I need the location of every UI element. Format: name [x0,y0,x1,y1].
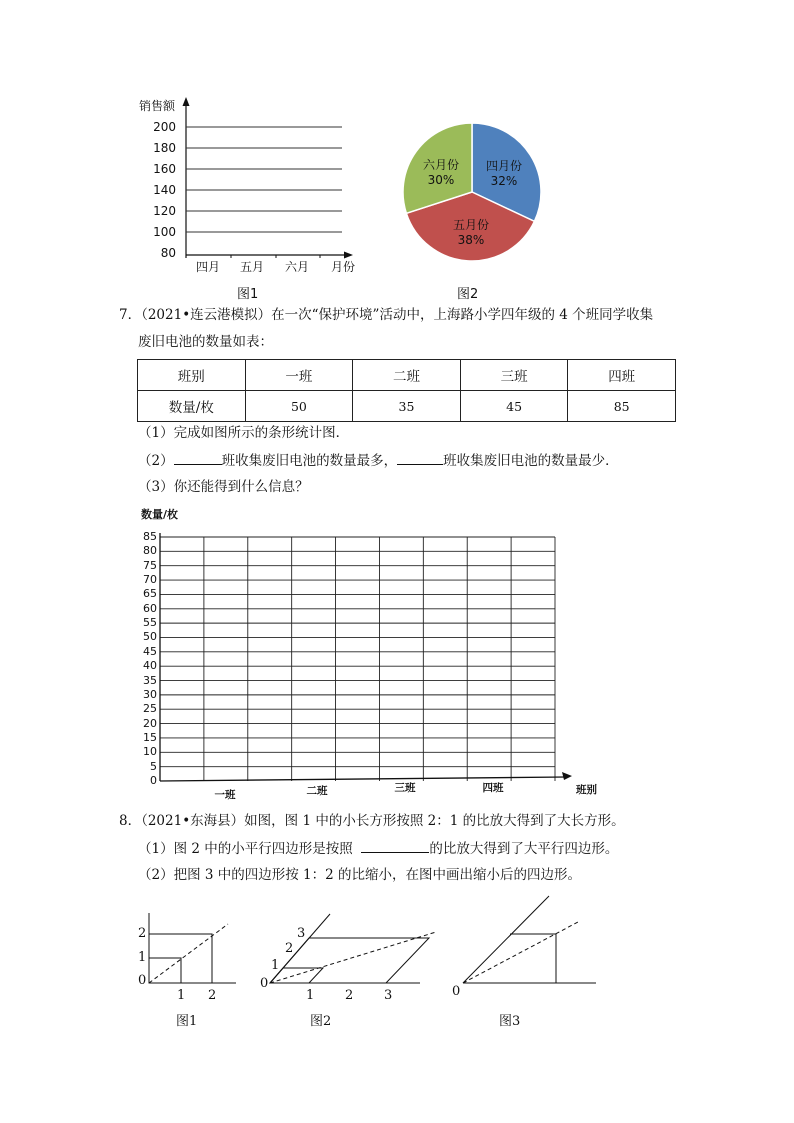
table-cell: 四班 [568,360,676,391]
q7-stem-line1: 7．（2021•连云港模拟）在一次“保护环境”活动中，上海路小学四年级的 4 个班同学收集 [119,307,654,323]
q7-grid-y-tick: 45 [143,644,157,658]
q8-fig3-quadrilateral [463,896,596,983]
q8-stem: 8．（2021•东海县）如图，图 1 中的小长方形按照 2：1 的比放大得到了大长方形。 [119,813,625,829]
q7-grid-y-tick: 65 [143,587,157,601]
q8-fig1-y-label: 1 [138,950,147,965]
q7-grid-y-tick: 10 [143,745,157,759]
q7-grid-y-tick: 70 [143,573,157,587]
q7-grid-y-axis-label: 数量/枚 [141,508,179,521]
q7-grid-y-tick: 55 [143,616,157,630]
q8-fig1-rectangles [149,913,236,983]
fig1-y-tick: 100 [153,225,176,239]
pie-label-june-name: 六月份 [422,158,459,172]
q8-fig2-parallelograms [270,914,436,983]
q7-grid-y-tick: 25 [143,702,157,716]
fig1-y-tick: 200 [153,120,176,134]
q7-sub3: （3）你还能得到什么信息？ [138,479,309,495]
q7-grid-y-tick: 75 [143,558,157,572]
q8-fig1-caption: 图1 [176,1014,198,1029]
fig1-y-tick: 120 [153,204,176,218]
fig1-x-tick: 六月 [285,260,310,274]
table-cell: 数量/枚 [138,391,246,422]
pie-label-june-percent: 30% [427,173,455,187]
q8-fig1-x-label: 1 [177,988,186,1003]
q8-fig1-y-label: 0 [138,973,147,988]
q8-fig3-caption: 图3 [499,1014,521,1029]
q7-grid-y-tick: 0 [150,774,157,787]
fig2-caption: 图2 [457,287,479,302]
fig1-y-tick: 140 [153,183,176,197]
q8-fig2-x-label: 3 [384,988,393,1003]
q7-grid-x-axis-label: 班别 [576,784,597,796]
q8-sub2: （2）把图 3 中的四边形按 1：2 的比缩小，在图中画出缩小后的四边形。 [138,867,582,883]
q7-grid-y-tick: 15 [143,730,157,744]
q7-stem-line2: 废旧电池的数量如表： [138,334,273,350]
q7-grid-y-tick: 20 [143,716,157,730]
table-cell: 50 [245,391,353,422]
q7-grid-x-tick: 一班 [214,789,236,801]
q7-grid-y-tick: 5 [150,759,157,773]
q8-fig2-y-label: 0 [260,976,269,991]
q8-fig3-origin-label: 0 [452,984,461,999]
q7-grid-y-tick: 40 [143,659,157,673]
table-cell: 35 [353,391,461,422]
q7-grid-y-tick: 80 [143,544,157,558]
fig1-y-axis-label: 销售额 [139,99,176,113]
q7-sub2-most: 班收集废旧电池的数量最多， [221,453,398,469]
q7-sub2-prefix: （2） [138,453,174,469]
pie-label-april-percent: 32% [490,174,518,188]
pie-label-may-percent: 38% [457,233,485,247]
q7-grid-y-tick: 30 [143,687,157,701]
q8-fig2-y-label: 2 [285,941,294,956]
table-cell: 二班 [353,360,461,391]
q7-grid-x-tick: 四班 [482,782,504,794]
table-cell: 45 [460,391,568,422]
q7-grid-x-tick: 三班 [394,782,416,794]
table-cell: 三班 [460,360,568,391]
table-cell: 班别 [138,360,246,391]
fig1-y-tick: 160 [153,162,176,176]
fig1-y-tick: 80 [160,246,176,260]
fig1-x-axis-label: 月份 [331,260,356,274]
fig1-x-tick: 四月 [196,260,221,274]
q7-sub2-least: 班收集废旧电池的数量最少． [443,453,619,469]
table-cell: 85 [568,391,676,422]
q8-fig2-x-label: 1 [306,988,315,1003]
q8-fig1-y-label: 2 [138,926,147,941]
q7-grid-y-tick: 60 [143,601,157,615]
q8-fig2-caption: 图2 [310,1014,332,1029]
q8-fig1-x-label: 2 [208,988,217,1003]
fig1-x-tick: 五月 [240,260,265,274]
q7-sub1: （1）完成如图所示的条形统计图． [138,425,350,441]
fig1-caption: 图1 [237,287,259,302]
q7-grid-x-tick: 二班 [306,785,328,797]
q7-grid-y-tick: 85 [143,530,157,543]
q8-sub1-suffix: 的比放大得到了大平行四边形。 [429,841,619,857]
q8-fig2-y-label: 1 [271,958,280,973]
q8-fig2-y-label: 3 [297,926,306,941]
q8-fig2-x-label: 2 [345,988,354,1003]
pie-label-may-name: 五月份 [452,218,489,232]
q8-sub1-prefix: （1）图 2 中的小平行四边形是按照 [138,841,353,857]
q7-grid-y-tick: 35 [143,673,157,687]
pie-label-april-name: 四月份 [485,159,522,173]
q7-grid-y-tick: 50 [143,630,157,644]
table-cell: 一班 [245,360,353,391]
fig1-y-tick: 180 [153,141,176,155]
